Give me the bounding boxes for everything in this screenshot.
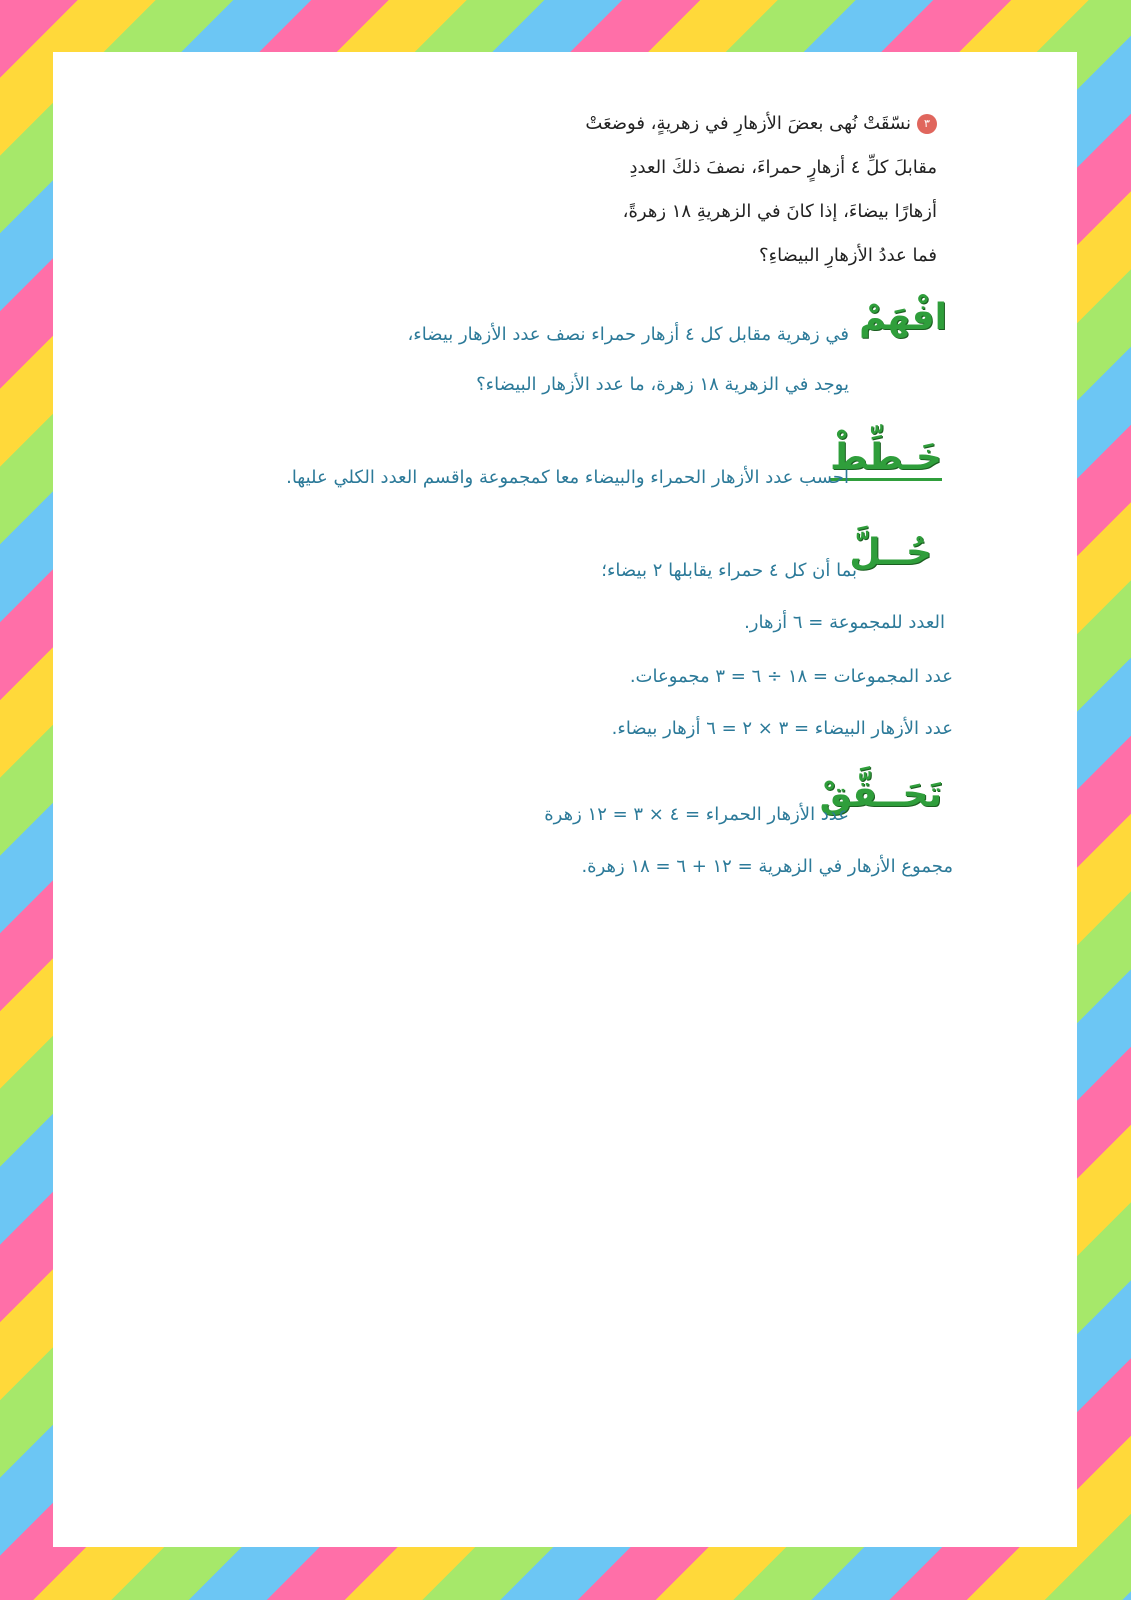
plan-line: احسب عدد الأزهار الحمراء والبيضاء معا كمجموعة واقسم العدد الكلي عليها. — [286, 467, 849, 488]
understand-line-2: يوجد في الزهرية ١٨ زهرة، ما عدد الأزهار البيضاء؟ — [476, 374, 849, 395]
check-line-2: مجموع الأزهار في الزهرية = ١٢ + ٦ = ١٨ زهرة. — [581, 856, 953, 877]
solve-line-3: عدد المجموعات = ١٨ ÷ ٦ = ٣ مجموعات. — [629, 666, 953, 687]
solve-heading: حُــلَّ — [849, 532, 932, 573]
problem-statement — [585, 102, 937, 278]
problem-line-2: مقابلَ كلِّ ٤ أزهارٍ حمراءَ، نصفَ ذلكَ العددِ — [629, 157, 937, 178]
solve-line-2: العدد للمجموعة = ٦ أزهار. — [744, 612, 945, 633]
problem-number-badge: ٣ — [917, 114, 937, 134]
check-heading: تَحَــقَّقْ — [819, 774, 942, 815]
problem-line-4: فما عددُ الأزهارِ البيضاءِ؟ — [759, 245, 937, 266]
plan-heading: خَـطِّطْ — [830, 437, 942, 481]
worksheet-page — [53, 52, 1077, 1547]
check-line-1: عدد الأزهار الحمراء = ٤ × ٣ = ١٢ زهرة — [544, 804, 849, 825]
solve-line-1: بما أن كل ٤ حمراء يقابلها ٢ بيضاء؛ — [601, 560, 857, 581]
problem-line-3: أزهارًا بيضاءَ، إذا كانَ في الزهريةِ ١٨ زهرةً، — [622, 201, 937, 222]
solve-line-4: عدد الأزهار البيضاء = ٣ × ٢ = ٦ أزهار بيضاء. — [611, 718, 953, 739]
understand-line-1: في زهرية مقابل كل ٤ أزهار حمراء نصف عدد الأزهار بيضاء، — [407, 324, 849, 345]
understand-heading: افْهَمْ — [859, 297, 947, 338]
problem-line-1: ٣نسّقَتْ نُهى بعضَ الأزهارِ في زهريةٍ، فوضعَتْ — [585, 102, 937, 146]
